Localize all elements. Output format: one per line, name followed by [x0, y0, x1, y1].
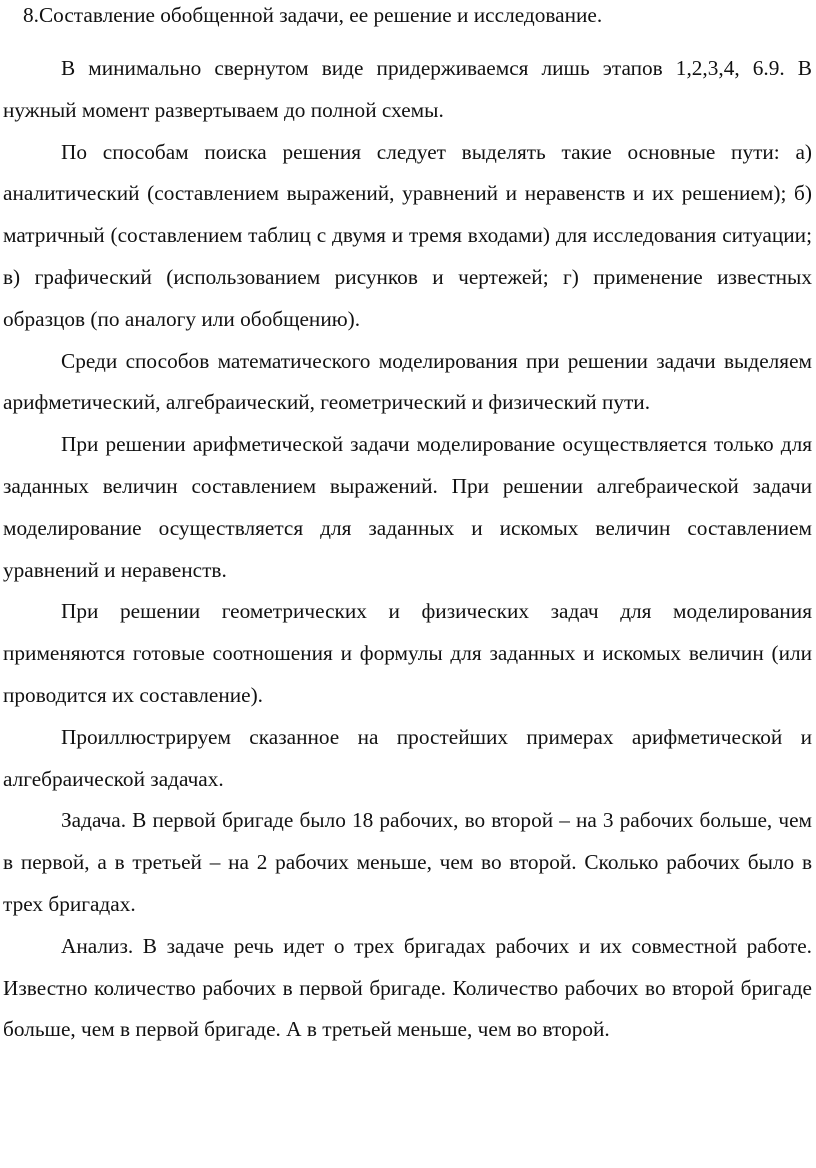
paragraph-analysis: Анализ. В задаче речь идет о трех бригадах рабочих и их совместной работе. Известно количество рабочих в первой бригаде. Количество рабочих во второй бригаде больше, чем в первой бригаде. А в третьей меньше, чем во второй. [3, 933, 812, 1042]
paragraph-solution-paths: По способам поиска решения следует выделять такие основные пути: а) аналитический (составлением выражений, уравнений и неравенств и их решением); б) матричный (составлением таблиц с двумя и тремя входами) для исследования ситуации; в) графический (использованием рисунков и чертежей; г) применение известных образцов (по аналогу или обобщению). [3, 139, 812, 331]
paragraph-modeling-methods: Среди способов математического моделирования при решении задачи выделяем арифметический, алгебраический, геометрический и физический пути. [3, 348, 812, 415]
paragraph-task: Задача. В первой бригаде было 18 рабочих, во второй – на 3 рабочих больше, чем в первой, а в третьей – на 2 рабочих меньше, чем во второй. Сколько рабочих было в трех бригадах. [3, 808, 812, 916]
paragraph-stages: В минимально свернутом виде придерживаемся лишь этапов 1,2,3,4, 6.9. В нужный момент развертываем до полной схемы. [3, 56, 812, 122]
paragraph-arithmetic-algebraic: При решении арифметической задачи моделирование осуществляется только для заданных величин составлением выражений. При решении алгебраической задачи моделирование осуществляется для заданных и искомых величин составлением уравнений и неравенств. [3, 432, 812, 582]
paragraph-geometric-physical: При решении геометрических и физических задач для моделирования применяются готовые соотношения и формулы для заданных и искомых величин (или проводится их составление). [3, 599, 812, 707]
section-heading: 8.Составление обобщенной задачи, ее решение и исследование. [23, 3, 603, 27]
paragraph-illustration: Проиллюстрируем сказанное на простейших примерах арифметической и алгебраической задачах. [3, 724, 812, 791]
